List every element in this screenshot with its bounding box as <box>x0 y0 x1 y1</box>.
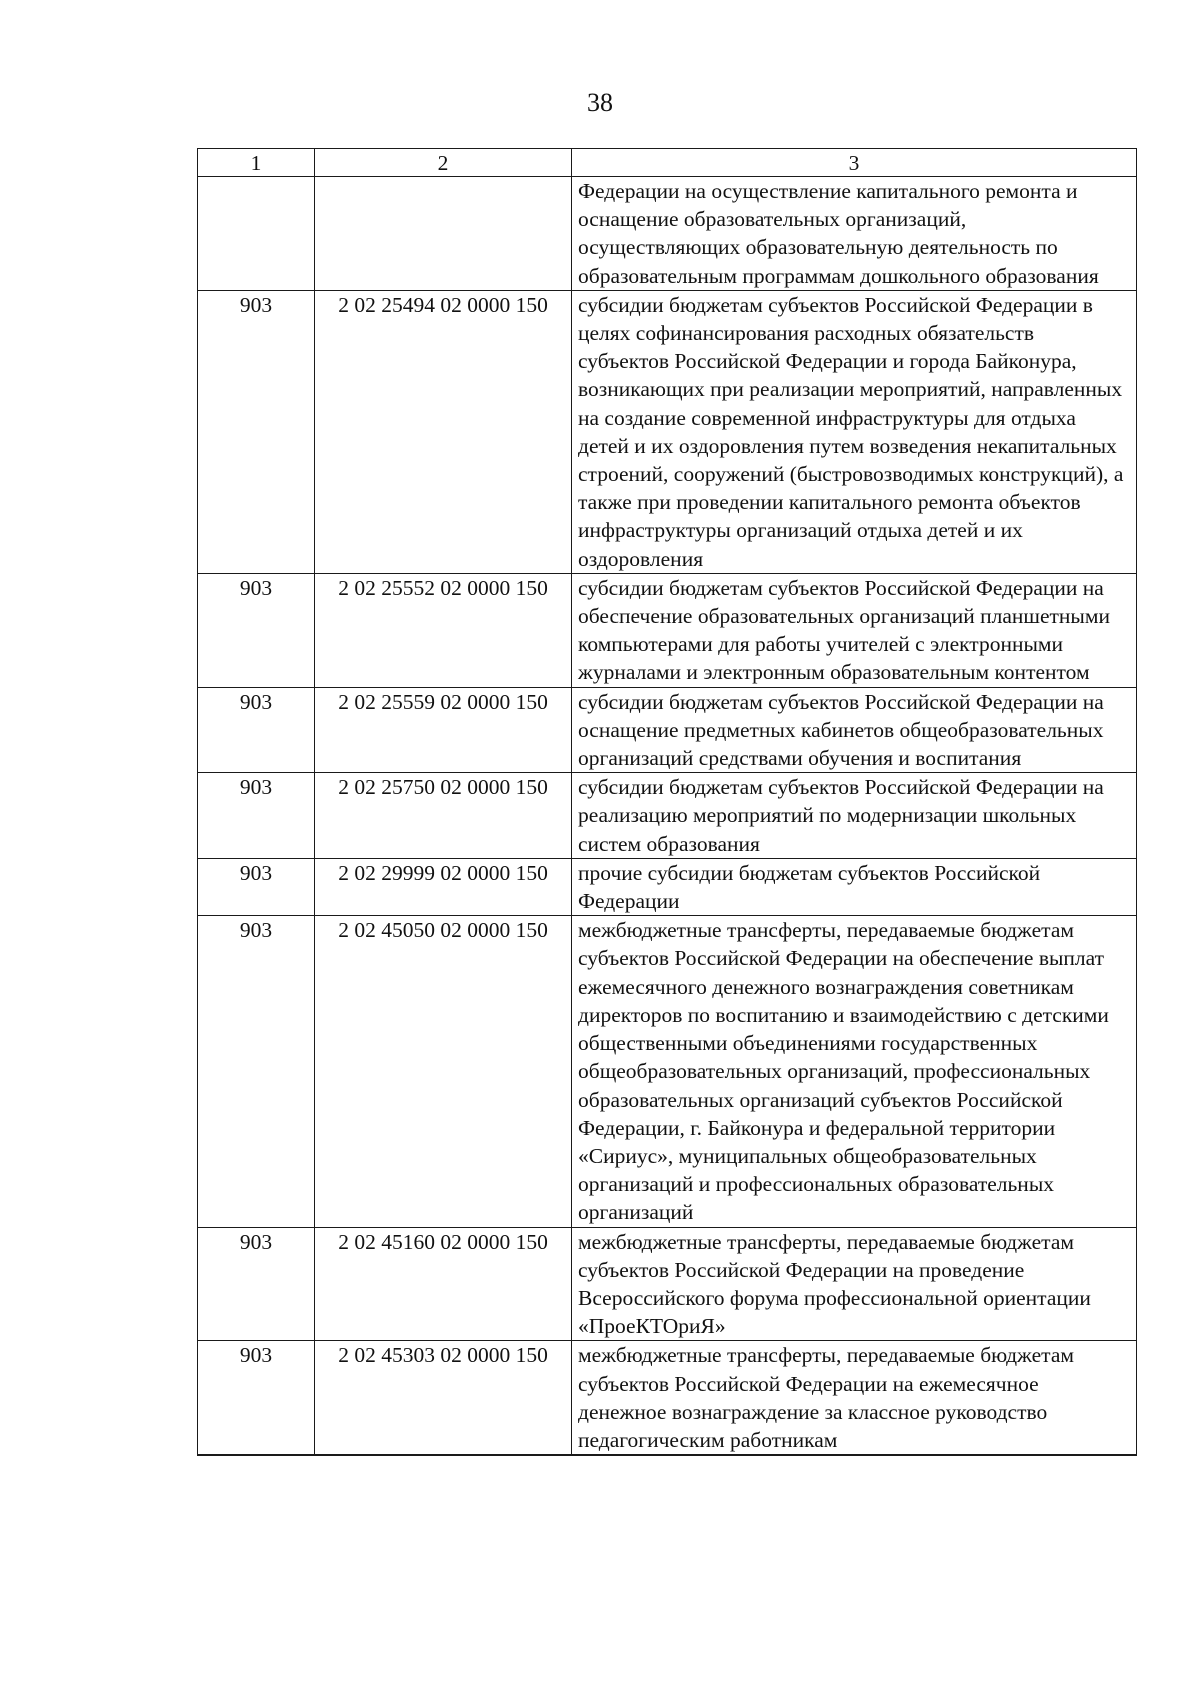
revenue-code-cell: 2 02 25494 02 0000 150 <box>315 290 572 573</box>
admin-code-cell <box>198 177 315 291</box>
description-cell: субсидии бюджетам субъектов Российской Федерации на обеспечение образовательных организаций планшетными компьютерами для работы учителей с электронными журналами и электронным образовательным контентом <box>572 573 1137 687</box>
description-cell: межбюджетные трансферты, передаваемые бюджетам субъектов Российской Федерации на проведение Всероссийского форума профессиональной ориентации «ПроеКТОриЯ» <box>572 1227 1137 1341</box>
description-cell: субсидии бюджетам субъектов Российской Федерации на оснащение предметных кабинетов общеобразовательных организаций средствами обучения и воспитания <box>572 687 1137 773</box>
table-row <box>198 1455 1137 1456</box>
table-row <box>198 1341 1137 1455</box>
table-row <box>198 687 1137 773</box>
revenue-code-cell: 2 02 45160 02 0000 150 <box>315 1227 572 1341</box>
admin-code-cell: 903 <box>198 916 315 1227</box>
admin-code-cell: 903 <box>198 573 315 687</box>
admin-code-cell: 903 <box>198 1341 315 1455</box>
description-cell: Федерации на осуществление капитального ремонта и оснащение образовательных организаций, осуществляющих образовательную деятельность по образовательным программам дошкольного образования <box>572 177 1137 291</box>
table-row <box>198 858 1137 915</box>
revenue-code-cell: 2 02 25750 02 0000 150 <box>315 773 572 859</box>
description-cell: субсидии бюджетам субъектов Российской Федерации в целях софинансирования расходных обязательств субъектов Российской Федерации и города Байконура, возникающих при реализации мероприятий, направленных на создание современной инфраструктуры для отдыха детей и их оздоровления путем возведения некапитальных строений, сооружений (быстровозводимых конструкций), а также при проведении капитального ремонта объектов инфраструктуры организаций отдыха детей и их оздоровления <box>572 290 1137 573</box>
revenue-code-cell: 2 02 29999 02 0000 150 <box>315 858 572 915</box>
admin-code-cell: 903 <box>198 687 315 773</box>
description-cell: прочие субсидии бюджетам субъектов Российской Федерации <box>572 858 1137 915</box>
table-row <box>198 177 1137 291</box>
budget-classification-table <box>197 148 1137 1456</box>
table-row <box>198 773 1137 859</box>
table-row <box>198 1227 1137 1341</box>
header-col-1: 1 <box>198 149 315 177</box>
revenue-code-cell <box>315 1455 572 1456</box>
table-row <box>198 290 1137 573</box>
revenue-code-cell <box>315 177 572 291</box>
description-cell <box>572 1455 1137 1456</box>
description-cell: межбюджетные трансферты, передаваемые бюджетам субъектов Российской Федерации на ежемесячное денежное вознаграждение за классное руководство педагогическим работникам <box>572 1341 1137 1455</box>
revenue-code-cell: 2 02 25559 02 0000 150 <box>315 687 572 773</box>
description-cell: межбюджетные трансферты, передаваемые бюджетам субъектов Российской Федерации на обеспечение выплат ежемесячного денежного вознаграждения советникам директоров по воспитанию и взаимодействию с детскими общественными объединениями государственных общеобразовательных организаций, профессиональных образовательных организаций субъектов Российской Федерации, г. Байконура и федеральной территории «Сириус», муниципальных общеобразовательных организаций и профессиональных образовательных организаций <box>572 916 1137 1227</box>
admin-code-cell: 903 <box>198 1227 315 1341</box>
table-header-row <box>198 149 1137 177</box>
revenue-code-cell: 2 02 45050 02 0000 150 <box>315 916 572 1227</box>
admin-code-cell <box>198 1455 315 1456</box>
description-cell: субсидии бюджетам субъектов Российской Федерации на реализацию мероприятий по модернизации школьных систем образования <box>572 773 1137 859</box>
admin-code-cell: 903 <box>198 290 315 573</box>
header-col-2: 2 <box>315 149 572 177</box>
table-row <box>198 916 1137 1227</box>
page-number: 38 <box>587 88 613 117</box>
table-row <box>198 573 1137 687</box>
revenue-code-cell: 2 02 45303 02 0000 150 <box>315 1341 572 1455</box>
revenue-code-cell: 2 02 25552 02 0000 150 <box>315 573 572 687</box>
header-col-3: 3 <box>572 149 1137 177</box>
admin-code-cell: 903 <box>198 773 315 859</box>
admin-code-cell: 903 <box>198 858 315 915</box>
